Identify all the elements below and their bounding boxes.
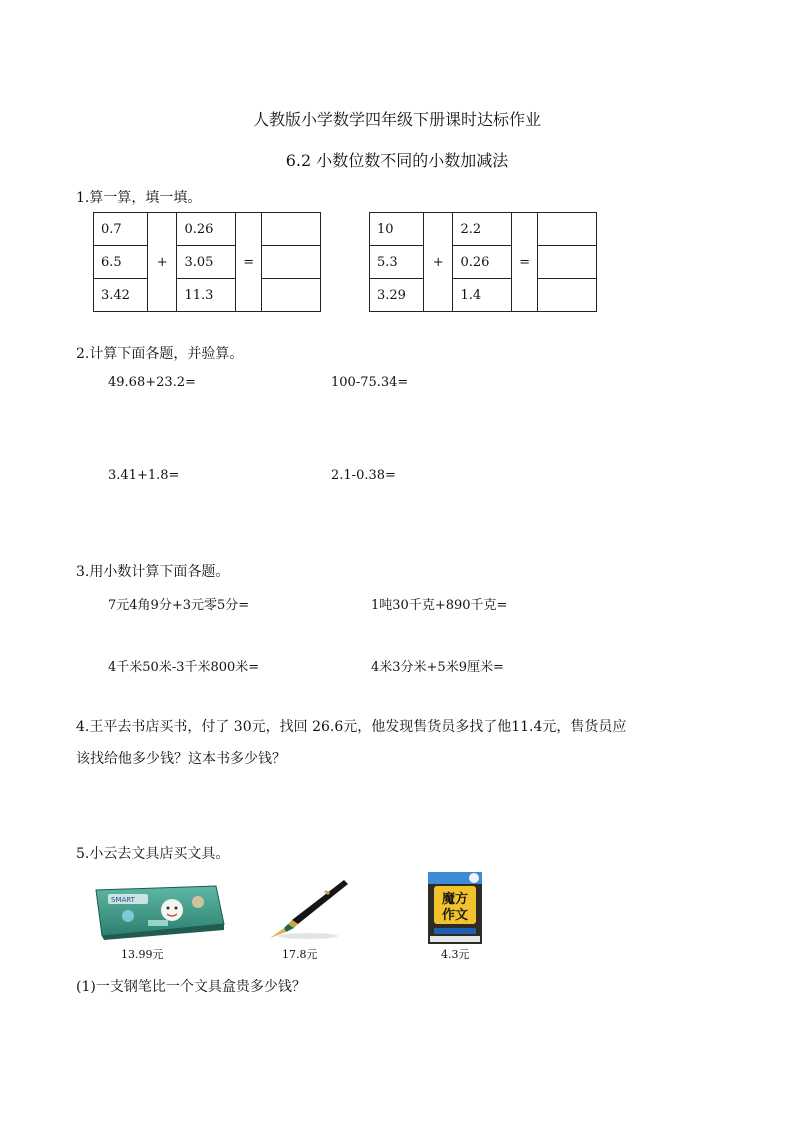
answer-box[interactable] <box>537 213 596 246</box>
q4-line-1: 4.王平去书店买书，付了 30元，找回 26.6元，他发现售货员多找了他11.4元，售货员应 <box>76 719 627 735</box>
q3-item-3: 4千米50米-3千米800米= <box>108 660 260 675</box>
book-title-top: 魔方 <box>441 892 469 907</box>
plus-sign: + <box>423 213 453 312</box>
q1-left-b1: 0.26 <box>177 213 236 246</box>
pencil-box-image <box>88 880 228 942</box>
q1-right-a2: 5.3 <box>370 246 424 279</box>
q1-label: 1.算一算，填一填。 <box>76 190 202 206</box>
fountain-pen-price: 17.8元 <box>282 948 318 961</box>
q3-item-4: 4米3分米+5米9厘米= <box>371 660 504 675</box>
answer-box[interactable] <box>261 213 320 246</box>
q1-left-table <box>93 212 321 312</box>
q1-right-table <box>369 212 597 312</box>
answer-box[interactable] <box>261 279 320 312</box>
q4-line-2: 该找给他多少钱？这本书多少钱？ <box>76 751 286 767</box>
q1-left-a1: 0.7 <box>94 213 148 246</box>
plus-sign: + <box>147 213 177 312</box>
q5-label: 5.小云去文具店买文具。 <box>76 846 230 862</box>
page-title: 人教版小学数学四年级下册课时达标作业 <box>252 110 541 129</box>
book-price: 4.3元 <box>441 948 470 961</box>
book-title-bottom: 作文 <box>441 908 469 923</box>
q1-left-a2: 6.5 <box>94 246 148 279</box>
q2-item-3: 3.41+1.8= <box>108 468 180 483</box>
q2-item-4: 2.1-0.38= <box>331 468 396 483</box>
pencil-box-price: 13.99元 <box>121 948 164 961</box>
equals-sign: = <box>236 213 261 312</box>
q1-left-b3: 11.3 <box>177 279 236 312</box>
answer-box[interactable] <box>261 246 320 279</box>
lesson-subtitle: 6.2 小数位数不同的小数加减法 <box>285 151 509 170</box>
q2-label: 2.计算下面各题，并验算。 <box>76 346 244 362</box>
q3-item-1: 7元4角9分+3元零5分= <box>108 598 250 613</box>
answer-box[interactable] <box>537 246 596 279</box>
fountain-pen-image <box>264 874 352 942</box>
answer-box[interactable] <box>537 279 596 312</box>
q3-item-2: 1吨30千克+890千克= <box>371 598 508 613</box>
q1-right-b2: 0.26 <box>453 246 512 279</box>
q1-right-a1: 10 <box>370 213 424 246</box>
q1-right-b1: 2.2 <box>453 213 512 246</box>
q2-item-1: 49.68+23.2= <box>108 375 196 390</box>
equals-sign: = <box>512 213 537 312</box>
q1-left-a3: 3.42 <box>94 279 148 312</box>
book-image <box>424 868 486 946</box>
q5-subquestion-1: (1)一支钢笔比一个文具盒贵多少钱？ <box>76 979 306 995</box>
q1-right-b3: 1.4 <box>453 279 512 312</box>
q1-right-a3: 3.29 <box>370 279 424 312</box>
q2-item-2: 100-75.34= <box>331 375 409 390</box>
q3-label: 3.用小数计算下面各题。 <box>76 564 230 580</box>
q1-left-b2: 3.05 <box>177 246 236 279</box>
pencil-box-logo: SMART <box>111 896 135 904</box>
